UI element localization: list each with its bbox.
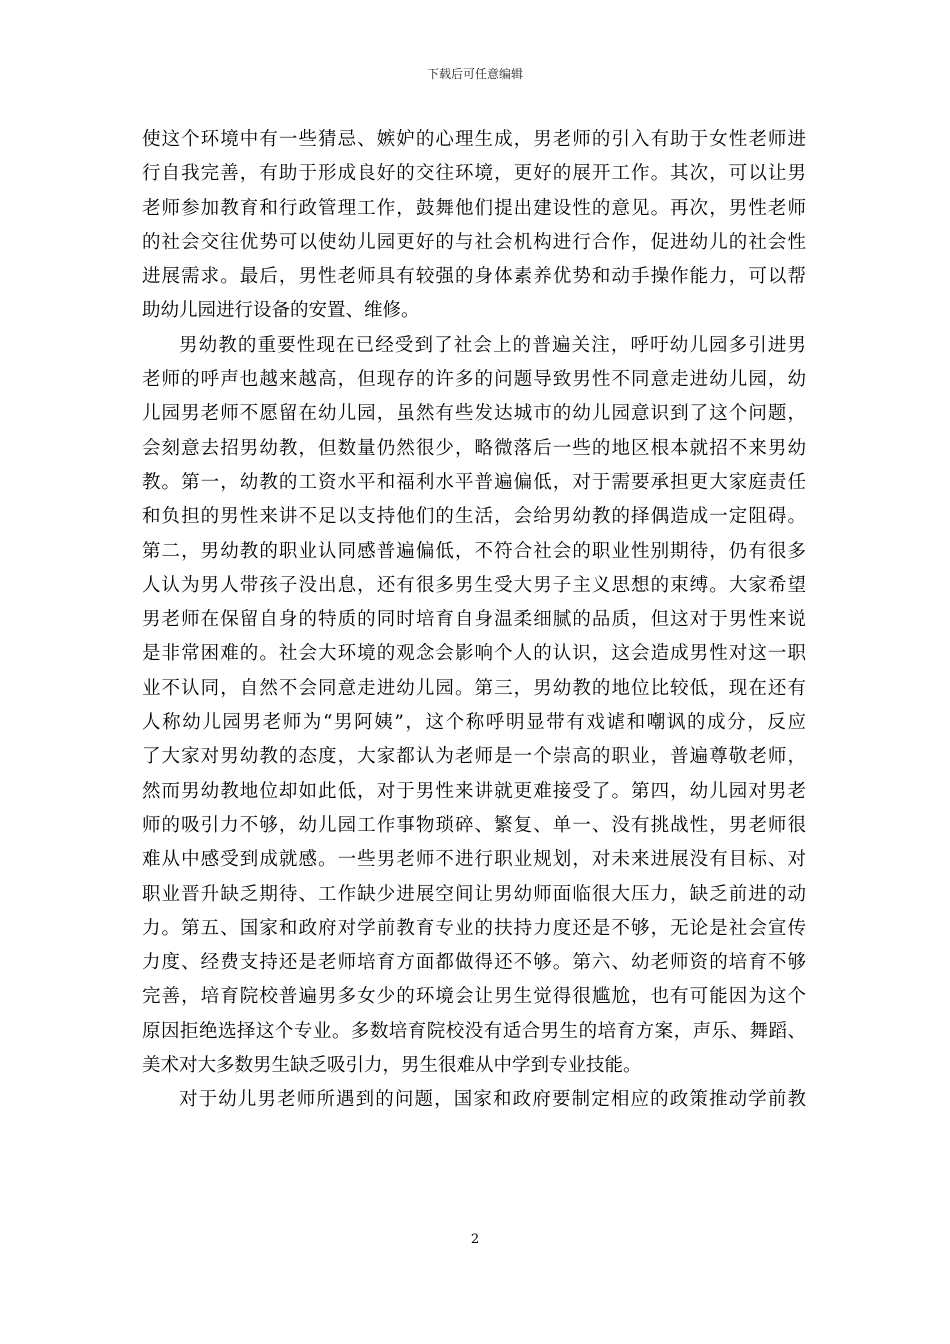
paragraph [142,123,806,329]
paragraph [142,329,806,1084]
paragraph [142,1083,806,1117]
text-line: 力度、经费支持还是老师培育方面都做得还不够。第六、幼老师资的培育不够 [142,952,806,974]
text-line: 师的吸引力不够，幼儿园工作事物琐碎、繁复、单一、没有挑战性，男老师很 [142,814,806,836]
text-line: 第二，男幼教的职业认同感普遍偏低，不符合社会的职业性别期待，仍有很多 [142,540,806,562]
page-header: 下载后可任意编辑 [426,67,523,81]
text-line: 会刻意去招男幼教，但数量仍然很少，略微落后一些的地区根本就招不来男幼 [142,437,806,459]
text-line: 进展需求。最后，男性老师具有较强的身体素养优势和动手操作能力，可以帮 [142,266,806,288]
text-line: 人认为男人带孩子没出息，还有很多男生受大男子主义思想的束缚。大家希望 [142,574,806,596]
text-line: 业不认同，自然不会同意走进幼儿园。第三，男幼教的地位比较低，现在还有 [142,677,806,699]
text-line: 美术对大多数男生缺乏吸引力，男生很难从中学到专业技能。 [142,1055,642,1077]
document-body [142,123,806,1118]
page-number: 2 [470,1232,480,1247]
text-line: 然而男幼教地位却如此低，对于男性来讲就更难接受了。第四，幼儿园对男老 [142,780,806,802]
text-line: 职业晋升缺乏期待、工作缺少进展空间让男幼师面临很大压力，缺乏前进的动 [142,883,806,905]
text-line: 力。第五、国家和政府对学前教育专业的扶持力度还是不够，无论是社会宣传 [142,917,806,939]
text-line: 行自我完善，有助于形成良好的交往环境，更好的展开工作。其次，可以让男 [142,163,806,185]
text-line: 使这个环境中有一些猜忌、嫉妒的心理生成，男老师的引入有助于女性老师进 [142,129,806,150]
text-line: 老师的呼声也越来越高，但现存的许多的问题导致男性不同意走进幼儿园，幼 [142,369,806,391]
text-line: 助幼儿园进行设备的安置、维修。 [142,300,420,322]
text-line: 是非常困难的。社会大环境的观念会影响个人的认识，这会造成男性对这一职 [142,643,806,665]
text-line: 老师参加教育和行政管理工作，鼓舞他们提出建设性的意见。再次，男性老师 [142,197,806,219]
text-line: 和负担的男性来讲不足以支持他们的生活，会给男幼教的择偶造成一定阻碍。 [142,506,806,528]
text-line: 儿园男老师不愿留在幼儿园，虽然有些发达城市的幼儿园意识到了这个问题， [142,403,806,425]
text-line: 对于幼儿男老师所遇到的问题，国家和政府要制定相应的政策推动学前教 [179,1089,806,1111]
text-line: 完善，培育院校普遍男多女少的环境会让男生觉得很尴尬，也有可能因为这个 [142,986,806,1008]
text-line: 男老师在保留自身的特质的同时培育自身温柔细腻的品质，但这对于男性来说 [142,609,806,631]
text-line: 男幼教的重要性现在已经受到了社会上的普遍关注，呼吁幼儿园多引进男 [179,334,806,356]
text-line: 原因拒绝选择这个专业。多数培育院校没有适合男生的培育方案，声乐、舞蹈、 [142,1020,806,1042]
text-line: 的社会交往优势可以使幼儿园更好的与社会机构进行合作，促进幼儿的社会性 [142,231,806,253]
text-line: 教。第一，幼教的工资水平和福利水平普遍偏低，对于需要承担更大家庭责任 [142,471,806,493]
text-line: 人称幼儿园男老师为“男阿姨”，这个称呼明显带有戏谑和嘲讽的成分，反应 [142,712,806,734]
text-line: 了大家对男幼教的态度，大家都认为老师是一个崇高的职业，普遍尊敬老师， [142,746,806,768]
text-line: 难从中感受到成就感。一些男老师不进行职业规划，对未来进展没有目标、对 [142,849,806,871]
